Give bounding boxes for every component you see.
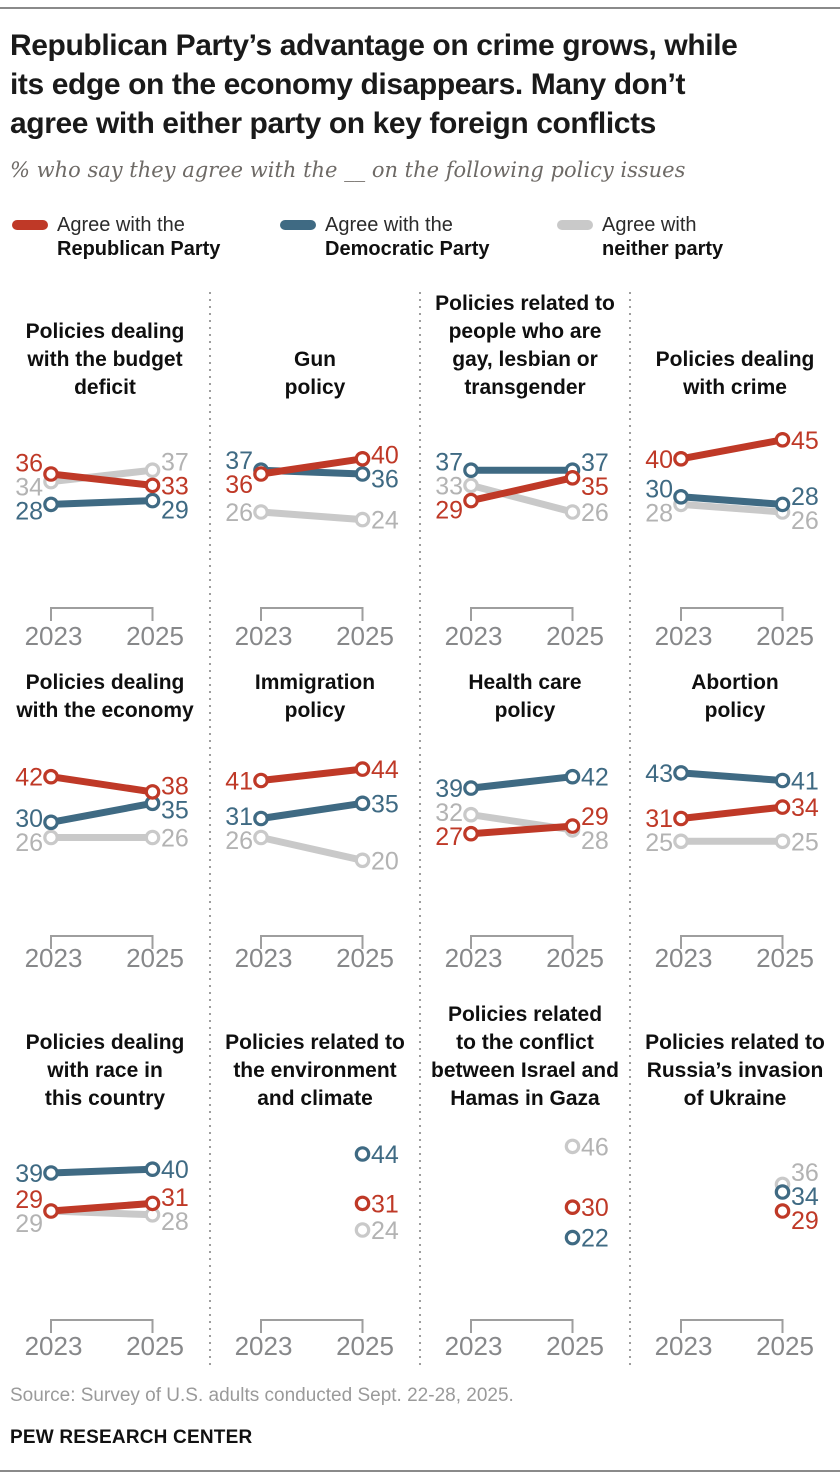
panel-title-line: Gun [294, 348, 336, 371]
dot-2023-republican [675, 812, 687, 824]
dot-2025-democratic [566, 1231, 578, 1243]
dot-2025-democratic [776, 774, 788, 786]
value-label-2025-republican: 35 [581, 473, 609, 501]
value-label-2023-republican: 40 [645, 445, 673, 474]
value-label-2025-neither: 24 [371, 506, 399, 535]
panel-title [210, 290, 420, 402]
value-label-2025-democratic: 28 [791, 483, 819, 512]
slope-chart [630, 1113, 840, 1362]
panel-title-line: with the economy [16, 699, 194, 722]
legend-label-bold: neither party [602, 238, 724, 260]
value-label-2025-republican: 30 [581, 1194, 609, 1223]
axis-bracket [681, 608, 783, 621]
value-label-2025-neither: 20 [371, 847, 399, 876]
panel-title [420, 655, 630, 725]
value-label-2025-democratic: 42 [581, 763, 609, 792]
year-label-2023: 2023 [654, 943, 713, 973]
panel-title-line: Policies dealing [25, 1031, 185, 1054]
panel-title [210, 995, 420, 1113]
year-label-2025: 2025 [126, 621, 184, 651]
panel-title [630, 995, 840, 1113]
dot-2025-republican [566, 820, 578, 832]
panel-title-line: policy [704, 699, 766, 722]
panel-title-line: between Israel and [431, 1059, 619, 1082]
year-label-2025: 2025 [126, 943, 184, 973]
dot-2023-republican [465, 494, 477, 506]
panel-7 [420, 655, 630, 995]
value-label-2025-republican: 31 [161, 1184, 189, 1213]
axis-bracket [471, 608, 573, 621]
dot-2025-neither [146, 831, 158, 843]
panel-title [210, 655, 420, 725]
panel-title-line: Policies related [447, 1003, 603, 1026]
slope-chart [0, 1113, 210, 1362]
dot-2023-democratic [675, 767, 687, 779]
neither-swatch-icon [557, 220, 593, 230]
dot-2025-democratic [776, 498, 788, 510]
value-label-2023-republican: 36 [225, 471, 253, 500]
panel-title-line: policy [494, 699, 556, 722]
year-label-2025: 2025 [126, 1331, 184, 1361]
dot-2025-democratic [356, 1148, 368, 1160]
panel-title-line: policy [284, 376, 346, 399]
value-label-2025-democratic: 36 [371, 465, 399, 494]
year-label-2023: 2023 [234, 1331, 293, 1361]
value-label-2025-neither: 24 [371, 1217, 399, 1245]
dot-2023-republican [45, 771, 57, 783]
year-label-2023: 2023 [444, 943, 503, 973]
panel-title [630, 290, 840, 402]
dot-2025-democratic [356, 797, 368, 809]
slope-line-democratic [51, 803, 153, 822]
dot-2025-democratic [356, 468, 368, 480]
dot-2025-neither [146, 464, 158, 476]
panel-title [420, 290, 630, 402]
year-label-2023: 2023 [444, 1331, 503, 1361]
legend-item-democratic [280, 213, 490, 261]
dot-2025-democratic [776, 1186, 788, 1198]
democratic-swatch-icon [280, 220, 316, 230]
chart-title-line: agree with either party on key foreign conflicts [10, 107, 656, 140]
year-label-2023: 2023 [234, 621, 293, 651]
dot-2025-republican [776, 434, 788, 446]
dot-2025-republican [146, 786, 158, 798]
panel-title [420, 995, 630, 1113]
slope-chart [210, 402, 420, 655]
panel-title-line: transgender [464, 376, 586, 399]
value-label-2025-neither: 46 [581, 1133, 609, 1162]
slope-line-democratic [51, 1169, 153, 1173]
value-label-2025-neither: 36 [791, 1158, 819, 1187]
dot-2025-neither [566, 1140, 578, 1152]
value-label-2023-democratic: 30 [15, 804, 43, 833]
value-label-2023-republican: 42 [15, 763, 43, 792]
value-label-2025-neither: 25 [791, 828, 819, 857]
dot-2023-republican [45, 468, 57, 480]
legend-label: Agree with the [325, 214, 453, 236]
value-label-2023-neither: 32 [435, 799, 463, 828]
chart-title-line: its edge on the economy disappears. Many don’t [10, 68, 686, 101]
year-label-2023: 2023 [234, 943, 293, 973]
panel-5 [0, 655, 210, 995]
value-label-2025-republican: 38 [161, 772, 189, 801]
legend [0, 213, 840, 265]
slope-chart [210, 725, 420, 995]
year-label-2025: 2025 [546, 943, 604, 973]
value-label-2023-neither: 29 [15, 1210, 43, 1238]
dot-2025-republican [146, 479, 158, 491]
panel-title-line: this country [44, 1087, 166, 1110]
panel-1 [0, 290, 210, 655]
panel-title-line: Policies dealing [25, 320, 185, 343]
panel-11 [420, 995, 630, 1362]
dot-2023-neither [675, 835, 687, 847]
panel-title-line: Policies related to [645, 1031, 825, 1054]
value-label-2023-republican: 27 [435, 823, 463, 852]
slope-line-republican [51, 1203, 153, 1211]
year-label-2025: 2025 [756, 943, 814, 973]
dot-2025-neither [356, 854, 368, 866]
panel-12 [630, 995, 840, 1362]
year-label-2025: 2025 [336, 943, 394, 973]
panel-title-line: of Ukraine [683, 1087, 787, 1110]
dot-2023-democratic [465, 782, 477, 794]
value-label-2023-democratic: 39 [435, 775, 463, 804]
slope-line-republican [681, 440, 783, 459]
panel-8 [630, 655, 840, 995]
panel-3 [420, 290, 630, 655]
panel-title-line: Health care [468, 671, 582, 694]
panel-title-line: Policies related to [225, 1031, 405, 1054]
slope-chart [420, 402, 630, 655]
panel-title-line: Policies related to [435, 292, 615, 315]
legend-item-neither [557, 213, 723, 261]
slope-line-republican [261, 769, 363, 780]
panel-title-line: with the budget [27, 348, 183, 371]
dot-2025-republican [776, 1205, 788, 1217]
year-label-2025: 2025 [546, 621, 604, 651]
dot-2023-neither [255, 506, 267, 518]
slope-line-democratic [261, 803, 363, 818]
dot-2025-neither [356, 1224, 368, 1236]
legend-label-bold: Democratic Party [325, 238, 490, 260]
value-label-2025-republican: 29 [581, 803, 609, 831]
dot-2025-republican [356, 763, 368, 775]
value-label-2023-neither: 25 [645, 828, 673, 857]
bottom-rule [0, 1470, 840, 1472]
value-label-2023-neither: 33 [435, 472, 463, 501]
dot-2023-republican [465, 828, 477, 840]
value-label-2025-democratic: 22 [581, 1224, 609, 1253]
value-label-2023-republican: 31 [645, 804, 673, 833]
value-label-2025-republican: 44 [371, 756, 399, 785]
dot-2023-republican [675, 453, 687, 465]
panel-6 [210, 655, 420, 995]
column-separator [209, 292, 211, 1366]
value-label-2025-democratic: 37 [581, 449, 609, 477]
slope-line-republican [681, 807, 783, 818]
slope-line-neither [261, 512, 363, 520]
year-label-2025: 2025 [336, 621, 394, 651]
slope-chart [0, 725, 210, 995]
dot-2025-republican [776, 801, 788, 813]
panel-title [630, 655, 840, 725]
panel-9 [0, 995, 210, 1362]
dot-2023-neither [465, 479, 477, 491]
value-label-2023-democratic: 39 [15, 1160, 43, 1188]
panel-title-line: to the conflict [456, 1031, 594, 1054]
panel-title-line: with crime [683, 376, 787, 399]
legend-item-republican [12, 213, 220, 261]
value-label-2025-neither: 26 [791, 507, 819, 536]
value-label-2025-democratic: 29 [161, 496, 189, 525]
value-label-2023-neither: 26 [225, 827, 253, 855]
year-label-2023: 2023 [444, 621, 503, 651]
value-label-2023-republican: 36 [15, 449, 43, 478]
panel-title [0, 290, 210, 402]
slope-chart [630, 725, 840, 995]
panel-title-line: Policies dealing [25, 671, 185, 694]
dot-2023-democratic [45, 1167, 57, 1179]
value-label-2023-democratic: 28 [15, 497, 43, 526]
panel-title-line: with race in [47, 1059, 163, 1082]
dot-2025-neither [566, 506, 578, 518]
value-label-2023-neither: 26 [15, 828, 43, 857]
dot-2023-democratic [45, 816, 57, 828]
column-separator [419, 292, 421, 1366]
dot-2023-democratic [45, 498, 57, 510]
value-label-2023-democratic: 43 [645, 759, 673, 788]
panel-title-line: Abortion [691, 671, 779, 694]
panel-title-line: Hamas in Gaza [450, 1087, 600, 1110]
panel-title-line: and climate [257, 1087, 373, 1110]
dot-2023-republican [255, 774, 267, 786]
value-label-2025-neither: 28 [581, 827, 609, 855]
panel-title-line: policy [284, 699, 346, 722]
dot-2025-democratic [146, 494, 158, 506]
value-label-2025-democratic: 34 [791, 1182, 819, 1211]
dot-2025-neither [776, 835, 788, 847]
year-label-2023: 2023 [24, 1331, 83, 1361]
value-label-2025-republican: 29 [791, 1206, 819, 1235]
dot-2023-democratic [255, 812, 267, 824]
chart-title [10, 26, 834, 143]
value-label-2023-neither: 28 [645, 499, 673, 528]
dot-2023-republican [255, 468, 267, 480]
value-label-2025-neither: 37 [161, 448, 189, 477]
value-label-2025-democratic: 35 [371, 790, 399, 819]
slope-line-democratic [51, 501, 153, 505]
value-label-2025-democratic: 44 [371, 1141, 399, 1169]
chart-subtitle: % who say they agree with the __ on the following policy issues [10, 158, 686, 182]
legend-label: Agree with [602, 214, 697, 236]
value-label-2025-republican: 31 [371, 1190, 399, 1219]
value-label-2025-democratic: 40 [161, 1156, 189, 1185]
value-label-2023-neither: 34 [15, 473, 43, 502]
slope-line-neither [261, 838, 363, 861]
panel-4 [630, 290, 840, 655]
year-label-2023: 2023 [24, 943, 83, 973]
value-label-2023-democratic: 30 [645, 475, 673, 504]
slope-chart [210, 1113, 420, 1362]
chart-title-line: Republican Party’s advantage on crime grows, while [10, 29, 738, 62]
year-label-2023: 2023 [654, 1331, 713, 1361]
panel-title-line: gay, lesbian or [452, 348, 598, 371]
value-label-2023-republican: 41 [225, 767, 253, 796]
republican-swatch-icon [12, 220, 48, 230]
value-label-2023-republican: 29 [435, 496, 463, 525]
panel-2 [210, 290, 420, 655]
value-label-2025-republican: 34 [791, 794, 819, 823]
column-separator [629, 292, 631, 1366]
legend-label: Agree with the [57, 214, 185, 236]
year-label-2025: 2025 [756, 621, 814, 651]
slope-line-democratic [471, 777, 573, 788]
value-label-2023-neither: 26 [225, 499, 253, 527]
value-label-2025-neither: 26 [581, 499, 609, 527]
year-label-2025: 2025 [336, 1331, 394, 1361]
panel-title-line: Russia’s invasion [646, 1059, 824, 1082]
dot-2025-republican [356, 453, 368, 465]
panel-title-line: the environment [233, 1059, 397, 1082]
value-label-2025-democratic: 41 [791, 767, 819, 796]
value-label-2023-democratic: 37 [435, 448, 463, 477]
axis-bracket [261, 608, 363, 621]
slope-chart [420, 725, 630, 995]
panel-title [0, 995, 210, 1113]
pew-research-center-wordmark: PEW RESEARCH CENTER [10, 1427, 253, 1448]
value-label-2025-republican: 45 [791, 426, 819, 455]
dot-2025-republican [566, 1201, 578, 1213]
panel-title-line: Immigration [254, 671, 376, 694]
year-label-2023: 2023 [24, 621, 83, 651]
dot-2023-neither [45, 831, 57, 843]
year-label-2025: 2025 [546, 1331, 604, 1361]
panel-10 [210, 995, 420, 1362]
dot-2025-republican [566, 472, 578, 484]
value-label-2025-neither: 28 [161, 1208, 189, 1237]
panel-title-line: Policies dealing [655, 348, 815, 371]
dot-2023-neither [465, 809, 477, 821]
value-label-2023-republican: 29 [15, 1186, 43, 1214]
value-label-2025-democratic: 35 [161, 796, 189, 825]
dot-2023-neither [255, 831, 267, 843]
dot-2023-republican [45, 1205, 57, 1217]
axis-bracket [51, 608, 153, 621]
value-label-2023-democratic: 37 [225, 447, 253, 476]
dot-2023-democratic [675, 491, 687, 503]
value-label-2025-neither: 26 [161, 824, 189, 853]
panel-title [0, 655, 210, 725]
panel-title-line: deficit [74, 376, 136, 399]
slope-line-republican [471, 826, 573, 834]
legend-label-bold: Republican Party [57, 238, 221, 260]
slope-chart [630, 402, 840, 655]
dot-2025-democratic [566, 771, 578, 783]
dot-2025-republican [146, 1197, 158, 1209]
year-label-2025: 2025 [756, 1331, 814, 1361]
dot-2025-democratic [146, 1163, 158, 1175]
value-label-2023-democratic: 31 [225, 803, 253, 831]
slope-chart [0, 402, 210, 655]
dot-2025-republican [356, 1197, 368, 1209]
slope-line-democratic [681, 773, 783, 781]
year-label-2023: 2023 [654, 621, 713, 651]
dot-2025-neither [356, 513, 368, 525]
slope-line-republican [51, 777, 153, 792]
source-note: Source: Survey of U.S. adults conducted Sept. 22-28, 2025. [10, 1385, 514, 1406]
dot-2023-democratic [465, 464, 477, 476]
slope-chart [420, 1113, 630, 1362]
value-label-2025-republican: 40 [371, 441, 399, 470]
value-label-2025-republican: 33 [161, 472, 189, 501]
top-rule [0, 7, 840, 9]
panel-title-line: people who are [448, 320, 602, 343]
